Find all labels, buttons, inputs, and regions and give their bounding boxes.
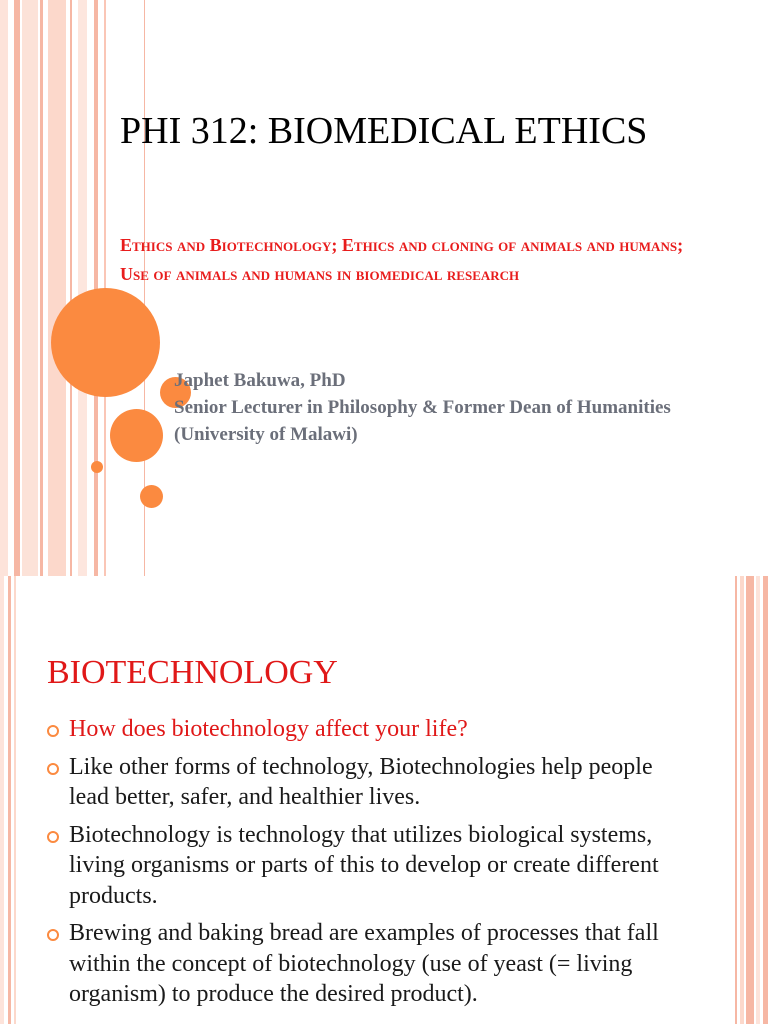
decorative-stripe [756,576,760,1024]
decorative-stripe [14,576,16,1024]
list-item [47,820,687,912]
decorative-stripe [78,0,87,576]
decorative-stripe [0,0,8,576]
decorative-stripe [70,0,72,576]
decorative-circle [51,288,160,397]
decorative-stripe [14,0,20,576]
author-name: Japhet Bakuwa, PhD [174,370,346,391]
bullet-ring-icon [47,725,59,737]
bullet-ring-icon [47,763,59,775]
author-block [174,367,714,448]
decorative-stripe [735,576,737,1024]
list-item [47,714,687,745]
list-item-text: Brewing and baking bread are examples of processes that fall within the concept of biotechnology (use of yeast (= living organism) to produce the desired product). [69,920,659,1007]
list-item-text: How does biotechnology affect your life? [69,716,468,742]
bullet-list [47,714,687,1017]
decorative-circle [140,485,163,508]
author-role: Senior Lecturer in Philosophy & Former Dean of Humanities (University of Malawi) [174,397,671,445]
list-item-text: Biotechnology is technology that utilizes biological systems, living organisms or parts of this to develop or create different products. [69,821,659,909]
slide-2-title: BIOTECHNOLOGY [47,654,338,691]
bullet-ring-icon [47,929,59,941]
decorative-circle [91,461,103,473]
bullet-ring-icon [47,831,59,843]
list-item [47,752,687,813]
decorative-stripe [22,0,38,576]
decorative-stripe [48,0,66,576]
decorative-stripe [746,576,754,1024]
decorative-stripe [40,0,43,576]
slide-title: PHI 312: BIOMEDICAL ETHICS [120,110,648,152]
decorative-stripe [740,576,744,1024]
list-item [47,918,687,1010]
slide-subtitle: Ethics and Biotechnology; Ethics and cloning of animals and humans; Use of animals and humans in biomedical research [120,235,684,284]
decorative-circle [110,409,163,462]
decorative-stripe [8,576,11,1024]
decorative-stripe [0,576,4,1024]
decorative-stripe [763,576,768,1024]
list-item-text: Like other forms of technology, Biotechnologies help people lead better, safer, and healthier lives. [69,753,653,810]
